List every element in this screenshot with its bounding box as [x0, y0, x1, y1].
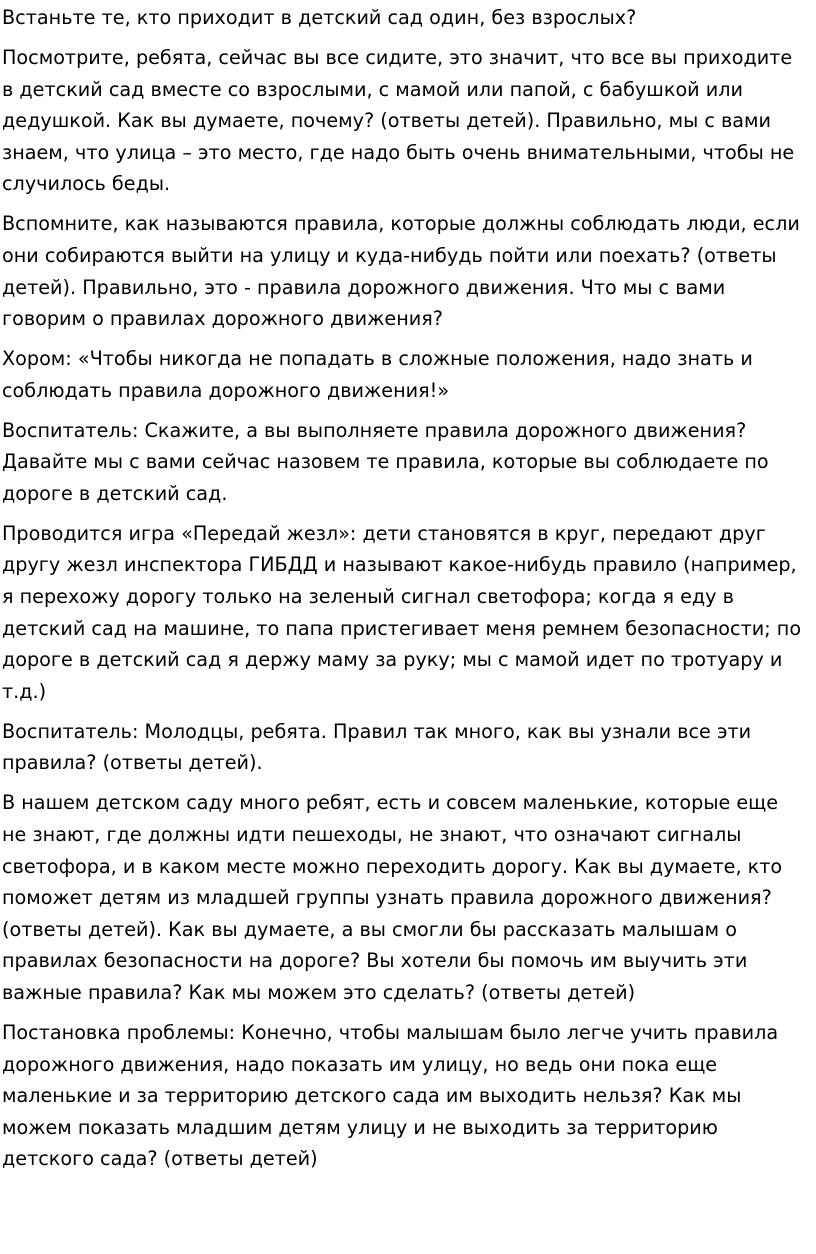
paragraph-2: Посмотрите, ребята, сейчас вы все сидите, это значит, что все вы приходите в детский сад вместе со взрослыми, с мамой или папой, с бабушкой или дедушкой. Как вы думаете, почему? (ответы детей). Правильно, мы с вами знаем, что улица – это место, где надо быть очень внимательными, чтобы не случилось беды.: [2, 45, 795, 196]
paragraph-9: Постановка проблемы: Конечно, чтобы малышам было легче учить правила дорожного движения, надо показать им улицу, но ведь они пока еще маленькие и за территорию детского сада им выходить нельзя? Как мы можем показать младшим детям улицу и не выходить за территорию детского сада? (ответы детей): [2, 1020, 779, 1171]
paragraph-6: Проводится игра «Передай жезл»: дети становятся в круг, передают друг другу жезл инспектора ГИБДД и называют какое-нибудь правило (например, я перехожу дорогу только на зеленый сигнал светофора; когда я еду в детский сад на машине, то папа пристегивает меня ремнем безопасности; по дороге в детский сад я держу маму за руку; мы с мамой идет по тротуару и т.д.): [2, 521, 802, 703]
paragraph-4: Хором: «Чтобы никогда не попадать в сложные положения, надо знать и соблюдать правила дорожного движения!»: [2, 347, 753, 402]
paragraph-8: В нашем детском саду много ребят, есть и совсем маленькие, которые еще не знают, где должны идти пешеходы, не знают, что означают сигналы светофора, и в каком месте можно переходить дорогу. Как вы думаете, кто поможет детям из младшей группы узнать правила дорожного движения? (ответы детей). Как вы думаете, а вы смогли бы рассказать малышам о правилах безопасности на дороге? Вы хотели бы помочь им выучить эти важные правила? Как мы можем это сделать? (ответы детей): [2, 791, 783, 1004]
paragraph-1: Встаньте те, кто приходит в детский сад один, без взрослых?: [2, 6, 637, 29]
paragraph-3: Вспомните, как называются правила, которые должны соблюдать люди, если они собираются выйти на улицу и куда-нибудь пойти или поехать? (ответы детей). Правильно, это - правила дорожного движения. Что мы с вами говорим о правилах дорожного движения?: [2, 212, 800, 331]
paragraph-5: Воспитатель: Скажите, а вы выполняете правила дорожного движения? Давайте мы с вами сейчас назовем те правила, которые вы соблюдаете по дороге в детский сад.: [2, 418, 769, 505]
paragraph-7: Воспитатель: Молодцы, ребята. Правил так много, как вы узнали все эти правила? (ответы детей).: [2, 719, 752, 775]
